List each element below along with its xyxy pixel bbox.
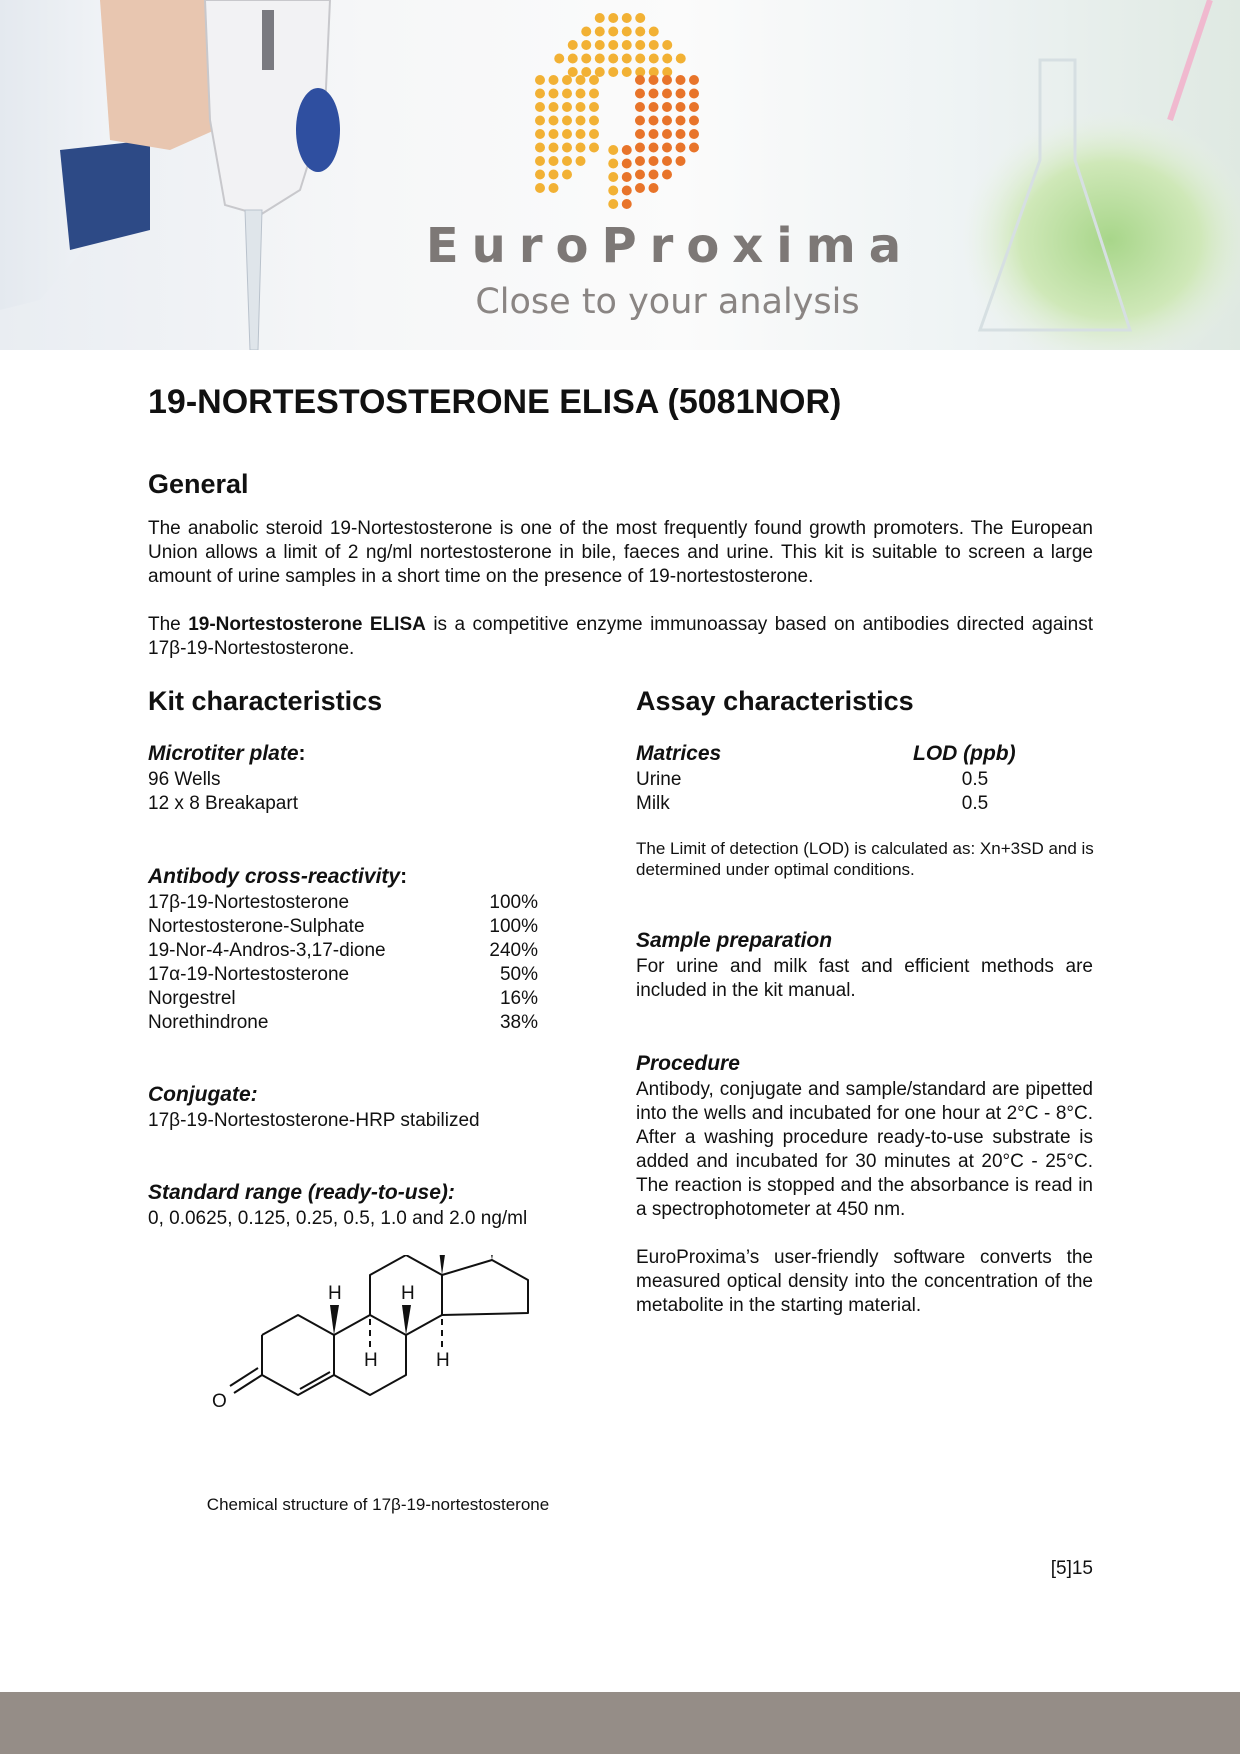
logo-dot xyxy=(581,40,591,50)
logo-dot xyxy=(549,89,559,99)
logo-dot xyxy=(622,67,632,77)
brand-name: EuroProxima xyxy=(425,218,915,274)
wedge-ch3 xyxy=(438,1255,447,1275)
logo-dot xyxy=(568,67,578,77)
logo-dot xyxy=(562,156,572,166)
logo-dot xyxy=(635,40,645,50)
footer-bar xyxy=(0,1692,1240,1754)
sample-preparation-text: For urine and milk fast and efficient methods are included in the kit manual. xyxy=(636,956,1093,1001)
label-h: H xyxy=(401,1283,415,1304)
logo-dot xyxy=(608,13,618,23)
logo-dot xyxy=(689,116,699,126)
logo-dot xyxy=(595,40,605,50)
logo-dot xyxy=(635,102,645,112)
logo-dot xyxy=(576,116,586,126)
chemical-structure-diagram xyxy=(200,1255,560,1490)
logo-dot xyxy=(595,27,605,37)
logo-dot xyxy=(562,102,572,112)
general-paragraph-1: The anabolic steroid 19-Nortestosterone is one of the most frequently found growth promoters. The European Union allows a limit of 2 ng/ml nortestosterone in bile, faeces and urine. This kit is suitable to screen a large amount of urine samples in a short time on the presence of 19-nortestosterone. xyxy=(148,518,1093,587)
label-colon: : xyxy=(400,865,408,888)
label-h: H xyxy=(364,1350,378,1371)
matrix-name: Urine xyxy=(636,769,682,790)
dropper-line xyxy=(1170,0,1210,120)
logo-dot xyxy=(649,54,659,64)
logo-dot xyxy=(622,54,632,64)
logo-dot xyxy=(576,102,586,112)
logo-dot xyxy=(649,183,659,193)
logo-dot xyxy=(649,102,659,112)
pipette-window xyxy=(262,10,274,70)
logo-dot xyxy=(562,75,572,85)
logo-dot xyxy=(635,89,645,99)
wedge-h-10 xyxy=(330,1305,339,1335)
procedure-text: Antibody, conjugate and sample/standard are pipetted into the wells and incubated for one hour at 2°C - 8°C. After a washing procedure ready-to-use substrate is added and incubated for 30 minutes at 20°C - 25°C. The reaction is stopped and the absorbance is read in a spectrophotometer at 450 nm. xyxy=(636,1079,1093,1220)
lod-note: The Limit of detection (LOD) is calculated as: Xn+3SD and is determined under optimal conditions. xyxy=(636,839,1094,879)
cross-row xyxy=(148,963,538,987)
logo-dot xyxy=(595,13,605,23)
logo-dot-matrix xyxy=(535,13,699,209)
logo-dot xyxy=(576,156,586,166)
assay-row xyxy=(636,768,1036,792)
cross-row-value: 16% xyxy=(499,988,538,1009)
logo-dot xyxy=(649,143,659,153)
logo-dot xyxy=(576,129,586,139)
logo-dot xyxy=(676,116,686,126)
logo-dot xyxy=(535,102,545,112)
logo-dot xyxy=(635,170,645,180)
logo-dot xyxy=(595,67,605,77)
logo-dot xyxy=(608,27,618,37)
logo-dot xyxy=(649,27,659,37)
cross-row xyxy=(148,1011,538,1035)
sample-preparation-label: Sample preparation xyxy=(636,929,833,952)
logo-dot xyxy=(608,172,618,182)
logo-dot xyxy=(662,40,672,50)
logo-dot xyxy=(549,75,559,85)
cross-row-name: Norethindrone xyxy=(148,1012,269,1033)
logo-dot xyxy=(689,143,699,153)
logo-dot xyxy=(662,89,672,99)
procedure-label: Procedure xyxy=(636,1052,740,1075)
logo-dot xyxy=(649,75,659,85)
label-o: O xyxy=(212,1391,227,1412)
lod-value: 0.5 xyxy=(961,793,989,814)
lod-column-header: LOD (ppb) xyxy=(913,742,1016,765)
plate-line-2: 12 x 8 Breakapart xyxy=(148,793,298,814)
logo-dot xyxy=(635,75,645,85)
logo-dot xyxy=(676,143,686,153)
logo-dot xyxy=(549,143,559,153)
standard-range-label: Standard range (ready-to-use): xyxy=(148,1181,455,1204)
general-p2-bold: 19-Nortestosterone ELISA xyxy=(188,614,426,635)
logo-dot xyxy=(635,129,645,139)
cross-row-name: Nortestosterone-Sulphate xyxy=(148,916,365,937)
logo-dot xyxy=(676,54,686,64)
logo-dot xyxy=(535,156,545,166)
logo-dot xyxy=(549,156,559,166)
logo-dot xyxy=(662,170,672,180)
logo-dot xyxy=(635,156,645,166)
logo-dot xyxy=(549,183,559,193)
logo-dot xyxy=(589,102,599,112)
logo-dot xyxy=(576,89,586,99)
cross-row xyxy=(148,915,538,939)
cross-row-name: 17α-19-Nortestosterone xyxy=(148,964,350,985)
logo-dot xyxy=(635,54,645,64)
cross-row-name: 17β-19-Nortestosterone xyxy=(148,892,350,913)
logo-dot xyxy=(662,75,672,85)
logo-dot xyxy=(689,89,699,99)
brand-tagline: Close to your analysis xyxy=(475,282,860,322)
logo-dot xyxy=(649,170,659,180)
logo-dot xyxy=(589,89,599,99)
logo-dot xyxy=(589,75,599,85)
logo-dot xyxy=(568,40,578,50)
cross-reactivity-label xyxy=(148,865,407,889)
software-text: EuroProxima’s user-friendly software converts the measured optical density into the concentration of the metabolite in the starting material. xyxy=(636,1247,1093,1316)
general-p2-before: The xyxy=(148,614,189,635)
logo-dot xyxy=(589,143,599,153)
logo-dot xyxy=(595,54,605,64)
cross-row-name: Norgestrel xyxy=(148,988,236,1009)
matrix-name: Milk xyxy=(636,793,670,814)
cross-row-value: 100% xyxy=(489,892,538,913)
logo-dot xyxy=(608,159,618,169)
logo-dot xyxy=(535,183,545,193)
lod-value: 0.5 xyxy=(961,769,989,790)
general-paragraph-2 xyxy=(148,613,1093,661)
logo-dot xyxy=(608,199,618,209)
logo-dot xyxy=(662,116,672,126)
matrices-column-header: Matrices xyxy=(636,742,722,765)
logo-dot xyxy=(576,75,586,85)
label-colon: : xyxy=(298,742,306,765)
logo-dot xyxy=(562,143,572,153)
page-title: 19-NORTESTOSTERONE ELISA (5081NOR) xyxy=(148,383,842,421)
logo-dot xyxy=(535,116,545,126)
logo-dot xyxy=(622,172,632,182)
logo-dot xyxy=(589,129,599,139)
assay-heading: Assay characteristics xyxy=(636,686,914,716)
header-banner xyxy=(0,0,1240,350)
logo-dot xyxy=(649,89,659,99)
cross-reactivity-label-text: Antibody cross-reactivity xyxy=(148,865,401,888)
logo-dot xyxy=(549,170,559,180)
general-heading: General xyxy=(148,469,249,499)
label-h: H xyxy=(436,1350,450,1371)
logo-dot xyxy=(562,129,572,139)
logo-dot xyxy=(562,170,572,180)
logo-dot xyxy=(576,143,586,153)
cross-row-value: 50% xyxy=(499,964,538,985)
logo-dot xyxy=(535,170,545,180)
logo-dot xyxy=(581,54,591,64)
logo-dot xyxy=(622,199,632,209)
logo-dot xyxy=(662,129,672,139)
microtiter-plate-label xyxy=(148,742,306,766)
logo-dot xyxy=(562,89,572,99)
logo-dot xyxy=(689,102,699,112)
label-h: H xyxy=(328,1283,342,1304)
logo-dot xyxy=(649,116,659,126)
logo-dot xyxy=(554,54,564,64)
logo-dot xyxy=(649,156,659,166)
logo-dot xyxy=(649,129,659,139)
cross-row xyxy=(148,939,538,963)
logo-dot xyxy=(676,89,686,99)
logo-dot xyxy=(581,67,591,77)
cross-row-name: 19-Nor-4-Andros-3,17-dione xyxy=(148,940,386,961)
conjugate-value: 17β-19-Nortestosterone-HRP stabilized xyxy=(148,1110,480,1131)
logo-dot xyxy=(662,156,672,166)
logo-dot xyxy=(635,116,645,126)
logo-dot xyxy=(689,75,699,85)
logo-dot xyxy=(562,116,572,126)
logo-dot xyxy=(589,116,599,126)
cross-row xyxy=(148,891,538,915)
logo-dot xyxy=(676,129,686,139)
logo-dot xyxy=(608,67,618,77)
cross-row xyxy=(148,987,538,1011)
structure-bonds xyxy=(230,1255,528,1395)
logo-dot xyxy=(662,143,672,153)
conjugate-label: Conjugate: xyxy=(148,1083,258,1106)
standard-range-value: 0, 0.0625, 0.125, 0.25, 0.5, 1.0 and 2.0 ng/ml xyxy=(148,1208,528,1229)
logo-dot xyxy=(635,183,645,193)
pipette-button xyxy=(296,88,340,172)
cross-row-value: 38% xyxy=(499,1012,538,1033)
logo-dot xyxy=(689,129,699,139)
logo-dot xyxy=(676,156,686,166)
logo-dot xyxy=(662,54,672,64)
microtiter-plate-label-text: Microtiter plate xyxy=(148,742,299,765)
logo-dot xyxy=(608,145,618,155)
logo-dot xyxy=(535,143,545,153)
cross-row-value: 100% xyxy=(489,916,538,937)
logo-dot xyxy=(676,102,686,112)
logo-dot xyxy=(581,27,591,37)
logo-dot xyxy=(535,89,545,99)
plate-line-1: 96 Wells xyxy=(148,769,221,790)
logo-dot xyxy=(622,186,632,196)
kit-heading: Kit characteristics xyxy=(148,686,383,716)
logo-dot xyxy=(568,54,578,64)
logo-dot xyxy=(649,40,659,50)
page-number: [5]15 xyxy=(1050,1558,1093,1579)
general-p2-after: is a competitive enzyme immunoassay based on antibodies directed against 17β-19-Nortestosterone. xyxy=(148,614,1094,659)
logo-dot xyxy=(549,129,559,139)
logo-dot xyxy=(635,13,645,23)
assay-row xyxy=(636,792,1036,816)
logo-dot xyxy=(635,27,645,37)
wedge-h-8 xyxy=(402,1305,411,1335)
logo-dot xyxy=(635,143,645,153)
logo-dot xyxy=(535,129,545,139)
logo-dot xyxy=(535,75,545,85)
structure-caption: Chemical structure of 17β-19-nortestosterone xyxy=(206,1495,550,1514)
logo-dot xyxy=(622,27,632,37)
logo-dot xyxy=(622,145,632,155)
logo-dot xyxy=(549,116,559,126)
logo-dot xyxy=(622,40,632,50)
logo-dot xyxy=(622,13,632,23)
cross-row-value: 240% xyxy=(489,940,538,961)
logo-dot xyxy=(676,75,686,85)
logo-dot xyxy=(622,159,632,169)
logo-dot xyxy=(608,186,618,196)
logo-dot xyxy=(608,40,618,50)
logo-dot xyxy=(608,54,618,64)
logo-dot xyxy=(549,102,559,112)
logo-dot xyxy=(662,102,672,112)
